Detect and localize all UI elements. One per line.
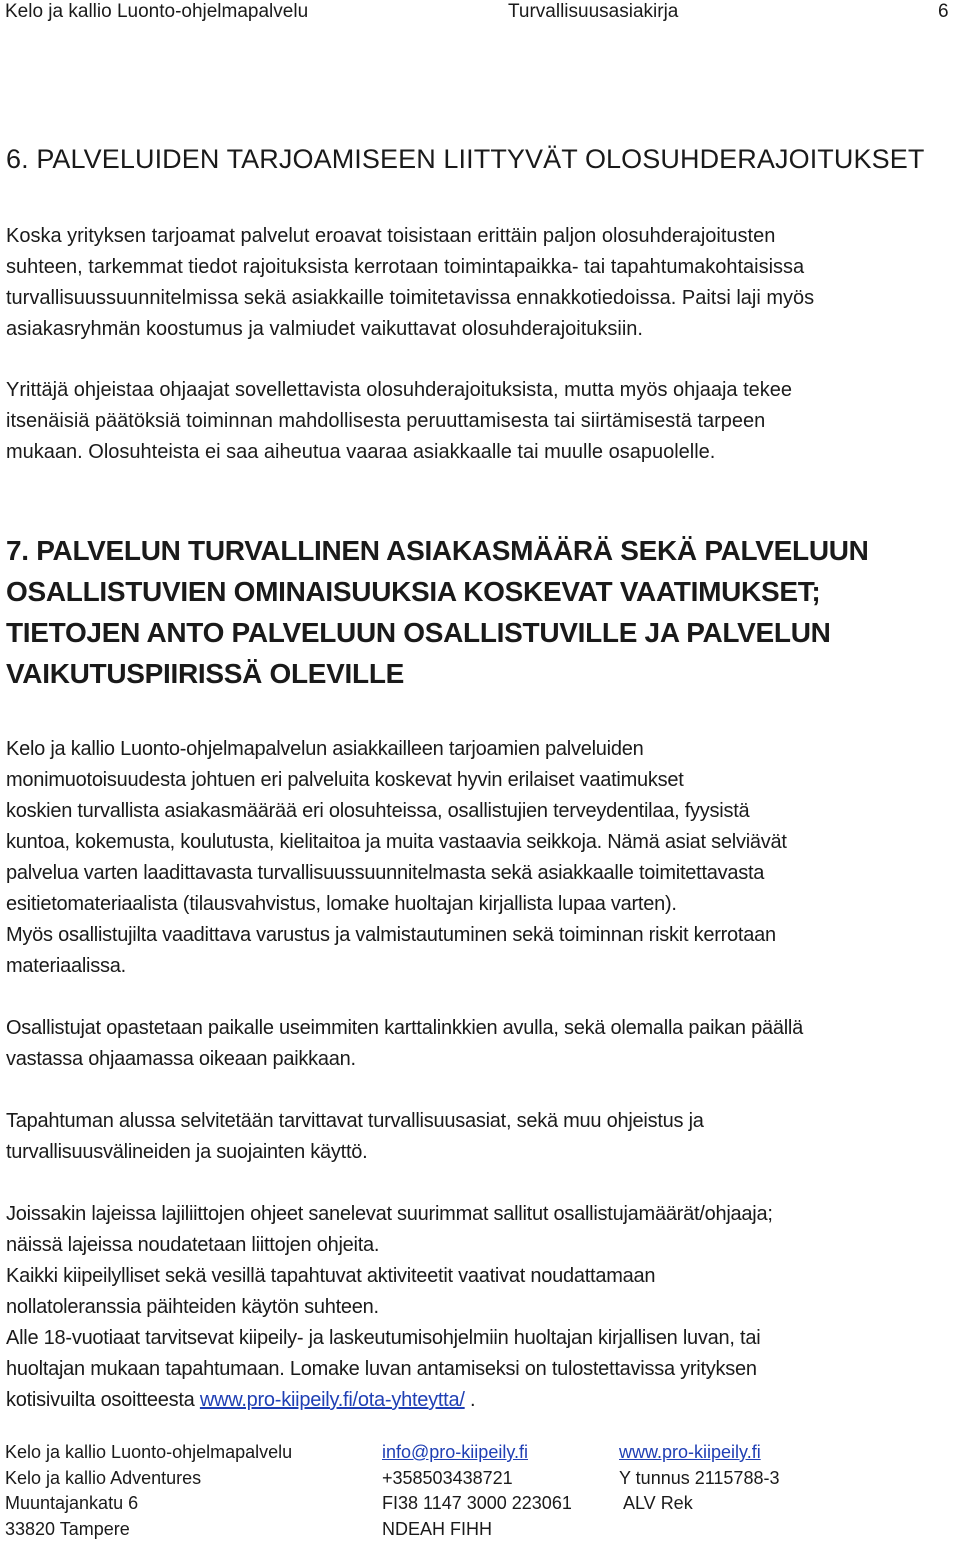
section-6-heading: 6. PALVELUIDEN TARJOAMISEEN LIITTYVÄT OLOSUHDERAJOITUKSET xyxy=(6,144,925,174)
footer-iban: FI38 1147 3000 223061 xyxy=(382,1493,572,1513)
text-line: vastassa ohjaamassa oikeaan paikkaan. xyxy=(6,1048,356,1070)
footer-bic: NDEAH FIHH xyxy=(382,1518,493,1539)
text-line: huoltajan mukaan tapahtumaan. Lomake luvan antamiseksi on tulostettavissa yrityksen xyxy=(6,1358,757,1380)
footer-line: Kelo ja kallio Adventures xyxy=(5,1467,202,1488)
text-line: materiaalissa. xyxy=(6,955,126,977)
text-line: monimuotoisuudesta johtuen eri palveluita koskevat hyvin erilaiset vaatimukset xyxy=(6,769,684,791)
text-line-with-link xyxy=(6,1385,773,1416)
text-line: Joissakin lajeissa lajiliittojen ohjeet sanelevat suurimmat sallitut osallistujamäärät/ohjaaja; xyxy=(6,1203,773,1225)
text-line: Yrittäjä ohjeistaa ohjaajat sovellettavista olosuhderajoituksista, mutta myös ohjaaja tekee xyxy=(6,379,792,401)
text-line: näissä lajeissa noudatetaan liittojen ohjeita. xyxy=(6,1234,380,1256)
footer-line: Muuntajankatu 6 xyxy=(5,1493,139,1513)
text-line: Alle 18-vuotiaat tarvitsevat kiipeily- ja laskeutumisohjelmiin huoltajan kirjallisen luvan, tai xyxy=(6,1327,761,1349)
text-line: turvallisuussuunnitelmissa sekä asiakkaille toimitetavissa ennakkotiedoissa. Paitsi laji myös xyxy=(6,287,815,309)
text-line: Kaikki kiipeilylliset sekä vesillä tapahtuvat aktiviteetit vaativat noudattamaan xyxy=(6,1265,656,1287)
footer-email-link[interactable]: info@pro-kiipeily.fi xyxy=(382,1442,528,1462)
footer-contact-column xyxy=(382,1440,572,1542)
text-line: Tapahtuman alussa selvitetään tarvittavat turvallisuusasiat, sekä muu ohjeistus ja xyxy=(6,1110,704,1132)
text-line: esitietomateriaalista (tilausvahvistus, lomake huoltajan kirjallista lupaa varten). xyxy=(6,893,677,915)
footer-line: Kelo ja kallio Luonto-ohjelmapalvelu xyxy=(5,1442,293,1462)
section-7-paragraph-1 xyxy=(6,734,787,982)
text-line: itsenäisiä päätöksiä toiminnan mahdollisesta peruuttamisesta tai siirtämisestä tarpeen xyxy=(6,410,766,432)
heading-line: 7. PALVELUN TURVALLINEN ASIAKASMÄÄRÄ SEKÄ PALVELUUN xyxy=(6,535,869,566)
text-line: Kelo ja kallio Luonto-ohjelmapalvelun asiakkailleen tarjoamien palveluiden xyxy=(6,738,644,760)
contact-page-link[interactable]: www.pro-kiipeily.fi/ota-yhteytta/ xyxy=(199,1389,465,1411)
text-line: Osallistujat opastetaan paikalle useimmiten karttalinkkien avulla, sekä olemalla paikan päällä xyxy=(6,1017,803,1039)
section-7-paragraph-2 xyxy=(6,1013,803,1075)
section-7-paragraph-4 xyxy=(6,1199,773,1416)
text-line: turvallisuusvälineiden ja suojainten käyttö. xyxy=(6,1141,368,1163)
header-doc-title: Turvallisuusasiakirja xyxy=(508,1,679,22)
text-line: asiakasryhmän koostumus ja valmiudet vaikuttavat olosuhderajoituksiin. xyxy=(6,318,643,340)
link-suffix-text: . xyxy=(464,1389,476,1411)
footer-phone: +358503438721 xyxy=(382,1467,513,1488)
heading-line: TIETOJEN ANTO PALVELUUN OSALLISTUVILLE JA PALVELUN xyxy=(6,617,831,648)
text-line: mukaan. Olosuhteista ei saa aiheutua vaaraa asiakkaalle tai muulle osapuolelle. xyxy=(6,441,716,463)
text-line: Koska yrityksen tarjoamat palvelut eroavat toisistaan erittäin paljon olosuhderajoitusten xyxy=(6,225,776,247)
header-page-number: 6 xyxy=(938,1,949,22)
footer-website-link[interactable]: www.pro-kiipeily.fi xyxy=(619,1442,761,1462)
section-6-paragraph-2 xyxy=(6,375,792,468)
footer-company-column xyxy=(5,1440,292,1542)
heading-line: OSALLISTUVIEN OMINAISUUKSIA KOSKEVAT VAATIMUKSET; xyxy=(6,576,821,607)
text-line: suhteen, tarkemmat tiedot rajoituksista kerrotaan toimintapaikka- tai tapahtumakohtaisissa xyxy=(6,256,805,278)
text-line: palvelua varten laadittavasta turvallisuussuunnitelmasta sekä asiakkaalle toimitettavasta xyxy=(6,862,765,884)
text-line: nollatoleranssia päihteiden käytön suhteen. xyxy=(6,1296,379,1318)
footer-line: 33820 Tampere xyxy=(5,1518,130,1539)
text-line: kuntoa, kokemusta, koulutusta, kielitaitoa ja muita vastaavia seikkoja. Nämä asiat selviävät xyxy=(6,831,787,853)
footer-vat-register: ALV Rek xyxy=(623,1493,693,1513)
text-line: Myös osallistujilta vaadittava varustus ja valmistautuminen sekä toiminnan riskit kerrotaan xyxy=(6,924,776,946)
heading-line: VAIKUTUSPIIRISSÄ OLEVILLE xyxy=(6,658,405,689)
section-7-heading xyxy=(6,530,869,694)
link-prefix-text: kotisivuilta osoitteesta xyxy=(6,1389,200,1411)
header-company: Kelo ja kallio Luonto-ohjelmapalvelu xyxy=(5,1,309,22)
footer-business-column xyxy=(619,1440,779,1517)
section-7-paragraph-3 xyxy=(6,1106,704,1168)
section-6-paragraph-1 xyxy=(6,221,814,345)
text-line: koskien turvallista asiakasmäärää eri olosuhteissa, osallistujien terveydentilaa, fyysistä xyxy=(6,800,750,822)
footer-business-id: Y tunnus 2115788-3 xyxy=(619,1467,780,1488)
